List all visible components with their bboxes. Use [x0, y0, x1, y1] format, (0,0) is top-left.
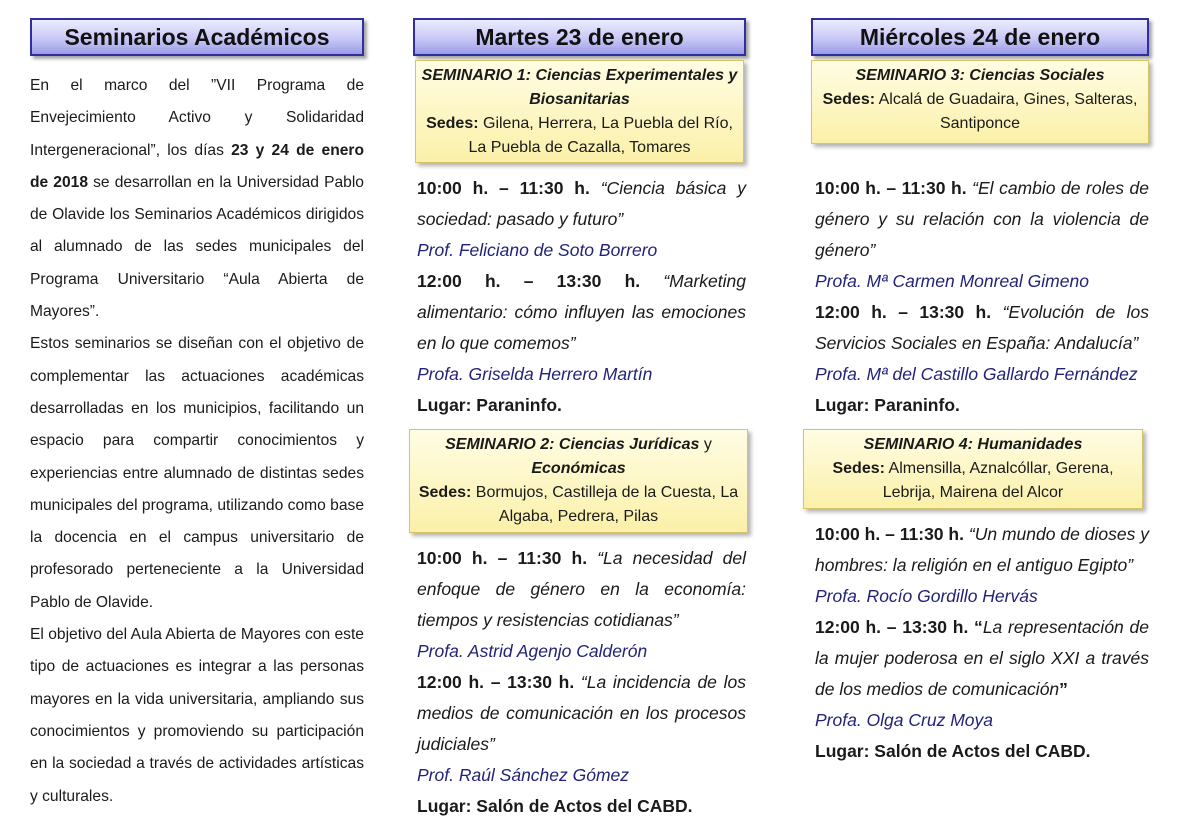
- venue: Lugar: Salón de Actos del CABD.: [815, 741, 1091, 761]
- talk-time: 12:00 h. – 13:30 h.: [815, 302, 992, 322]
- talk-title: “Un mundo de dioses y hombres: la religión en el antiguo Egipto”: [815, 524, 1149, 575]
- talk-title: “Evolución de los Servicios Sociales en España: Andalucía”: [815, 302, 1149, 353]
- sedes-label: Sedes:: [426, 115, 479, 132]
- talk-2-speaker: Prof. Raúl Sánchez Gómez: [417, 765, 630, 785]
- seminar-2-title-a: SEMINARIO 2: Ciencias Jurídicas: [445, 436, 700, 453]
- talk-2: [815, 297, 1149, 359]
- tuesday-column: [413, 18, 746, 822]
- sedes-list: Almensilla, Aznalcóllar, Gerena, Lebrija, Mairena del Alcor: [882, 460, 1114, 501]
- intro-paragraph-1: [30, 70, 364, 328]
- seminar-2-box: [409, 429, 748, 533]
- talk-title: “La necesidad del enfoque de género en la economía: tiempos y resistencias cotidianas”: [417, 548, 746, 630]
- intro-header: Seminarios Académicos: [30, 18, 364, 56]
- talk-1-speaker: Profa. Astrid Agenjo Calderón: [417, 641, 648, 661]
- talk-2: [417, 667, 746, 760]
- wednesday-column: [811, 18, 1149, 767]
- talk-2: [815, 612, 1149, 705]
- quote-close: ”: [1059, 679, 1068, 699]
- seminar-1-sedes: [420, 112, 739, 160]
- sedes-label: Sedes:: [832, 460, 885, 477]
- talk-2-speaker: Profa. Griselda Herrero Martín: [417, 364, 653, 384]
- talk-time: 10:00 h. – 11:30 h.: [815, 178, 967, 198]
- sedes-label: Sedes:: [822, 91, 876, 108]
- talk-time: 10:00 h. – 11:30 h.: [417, 548, 588, 568]
- seminar-2-sedes: [414, 481, 743, 529]
- seminar-2-title-and: y: [699, 436, 712, 453]
- talk-title: “La incidencia de los medios de comunicación en los procesos judiciales”: [417, 672, 746, 754]
- seminar-4-box: [803, 429, 1143, 509]
- wednesday-header: Miércoles 24 de enero: [811, 18, 1149, 56]
- seminar-1-title: SEMINARIO 1: Ciencias Experimentales y Biosanitarias: [421, 67, 738, 108]
- sedes-list: Bormujos, Castilleja de la Cuesta, La Algaba, Pedrera, Pilas: [471, 484, 739, 525]
- intro-column: [30, 18, 364, 813]
- talk-time: 10:00 h. – 11:30 h.: [417, 178, 590, 198]
- seminar-1-box: [415, 60, 744, 163]
- talk-1-speaker: Prof. Feliciano de Soto Borrero: [417, 240, 658, 260]
- intro-dates: 23 y 24 de enero de 2018: [30, 141, 364, 191]
- talk-time: 12:00 h. – 13:30 h.: [815, 617, 969, 637]
- sedes-list: Gilena, Herrera, La Puebla del Río, La Puebla de Cazalla, Tomares: [468, 115, 733, 156]
- seminar-1-schedule: [417, 173, 746, 421]
- talk-time: 10:00 h. – 11:30 h.: [815, 524, 964, 544]
- talk-time: 12:00 h. – 13:30 h.: [417, 672, 575, 692]
- talk-1: [815, 173, 1149, 266]
- venue: Lugar: Paraninfo.: [417, 395, 562, 415]
- tuesday-header: Martes 23 de enero: [413, 18, 746, 56]
- talk-1: [417, 173, 746, 235]
- quote-open: “: [968, 617, 983, 637]
- intro-paragraph-3: El objetivo del Aula Abierta de Mayores con este tipo de actuaciones es integrar a las personas mayores en la vida universitaria, ampliando sus conocimientos y promoviendo su participación en la sociedad a través de actividades artísticas y culturales.: [30, 626, 364, 805]
- seminar-3-title: SEMINARIO 3: Ciencias Sociales: [855, 67, 1105, 84]
- talk-1: [815, 519, 1149, 581]
- sedes-list: Alcalá de Guadaira, Gines, Salteras, Santiponce: [875, 91, 1138, 132]
- seminar-2-schedule: [417, 543, 746, 822]
- talk-2: [417, 266, 746, 359]
- intro-text: [30, 70, 364, 813]
- talk-title: “El cambio de roles de género y su relación con la violencia de género”: [815, 178, 1149, 260]
- seminar-4-sedes: [808, 457, 1138, 505]
- talk-1-speaker: Profa. Rocío Gordillo Hervás: [815, 586, 1038, 606]
- intro-p1-text: En el marco del ”VII Programa de Envejecimiento Activo y Solidaridad Intergeneracional”, los días: [30, 77, 364, 159]
- venue: Lugar: Salón de Actos del CABD.: [417, 796, 693, 816]
- talk-2-speaker: Profa. Mª del Castillo Gallardo Fernández: [815, 364, 1138, 384]
- seminar-2-title: [414, 433, 743, 481]
- intro-p1-rest: se desarrollan en la Universidad Pablo de Olavide los Seminarios Académicos dirigidos al alumnado de las sedes municipales del Programa Universitario “Aula Abierta de Mayores”.: [30, 173, 364, 321]
- seminar-3-box: [811, 60, 1149, 144]
- seminar-4-schedule: [815, 519, 1149, 767]
- seminar-4-title: SEMINARIO 4: Humanidades: [863, 436, 1083, 453]
- talk-2-speaker: Profa. Olga Cruz Moya: [815, 710, 993, 730]
- seminar-3-sedes: [816, 88, 1144, 136]
- seminar-3-schedule: [815, 173, 1149, 421]
- talk-title: “Marketing alimentario: cómo influyen las emociones en lo que comemos”: [417, 271, 746, 353]
- intro-paragraph-2: Estos seminarios se diseñan con el objetivo de complementar las actuaciones académicas desarrolladas en los municipios, facilitando un espacio para compartir conocimientos y experiencias entre alumnado de distintas sedes municipales del programa, utilizando como base la docencia en el campus universitario de profesorado perteneciente a la Universidad Pablo de Olavide.: [30, 335, 364, 611]
- sedes-label: Sedes:: [418, 484, 472, 501]
- seminar-2-title-c: Económicas: [531, 460, 626, 477]
- talk-time: 12:00 h. – 13:30 h.: [417, 271, 641, 291]
- talk-1-speaker: Profa. Mª Carmen Monreal Gimeno: [815, 271, 1089, 291]
- talk-1: [417, 543, 746, 636]
- venue: Lugar: Paraninfo.: [815, 395, 960, 415]
- talk-title: “Ciencia básica y sociedad: pasado y futuro”: [417, 178, 746, 229]
- talk-title: La representación de la mujer poderosa en el siglo XXI a través de los medios de comunicación: [815, 617, 1149, 699]
